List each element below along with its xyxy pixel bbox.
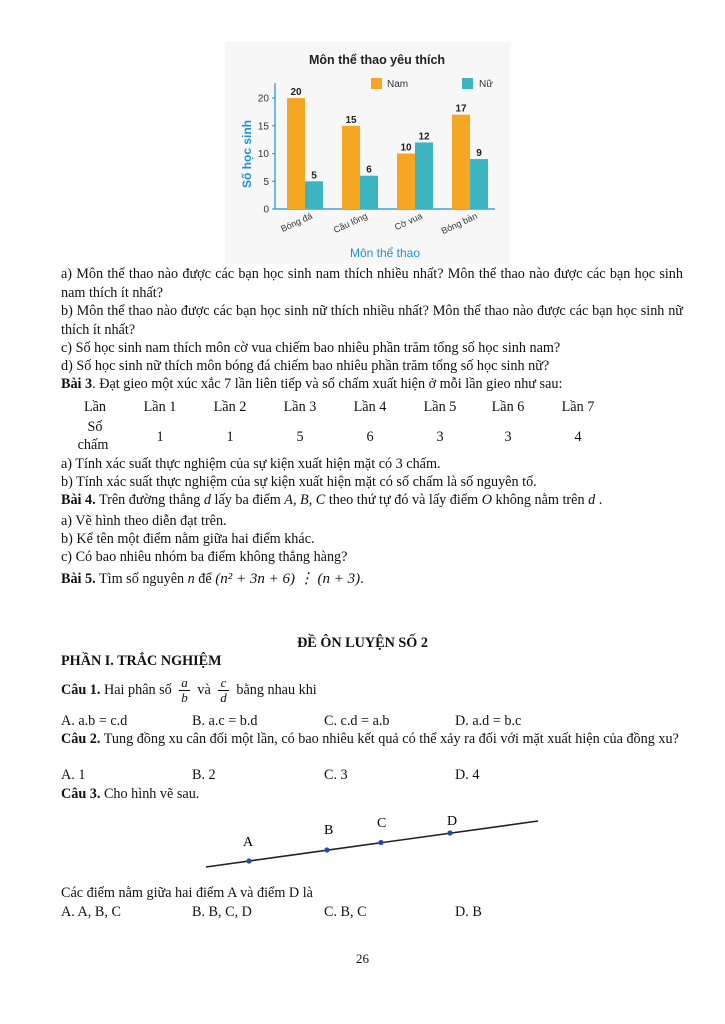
table-row1-cell: Lần 3 <box>283 399 317 415</box>
part-heading: PHẦN I. TRẮC NGHIỆM <box>61 653 222 669</box>
table-row2-cell: 3 <box>436 429 444 445</box>
legend-label-nu: Nữ <box>479 79 493 90</box>
point-c-label: C <box>377 816 387 831</box>
q2-part-b: b) Môn thể thao nào được các bạn học sinh nữ thích nhiều nhất? Môn thể thao nào được các bạn học sinh nữ thích ít nhất? <box>61 303 683 338</box>
bai4-part-c: c) Có bao nhiêu nhóm ba điểm không thẳng hàng? <box>61 549 348 565</box>
bar-value-label: 12 <box>418 131 430 143</box>
bar-nu <box>470 159 488 209</box>
y-tick-label: 15 <box>257 121 269 133</box>
table-row1-cell: Lần 4 <box>353 399 387 415</box>
table-row1-cell: Lần 2 <box>213 399 247 415</box>
table-row2-cell: 1 <box>226 429 234 445</box>
bar-value-label: 5 <box>311 170 317 182</box>
y-tick-label: 20 <box>257 93 269 105</box>
fraction-a-b: $\frac{a}{b}$ <box>181 675 188 706</box>
cau2-option-d: D. 4 <box>455 767 480 783</box>
bai4-statement: Bài 4. Trên đường thẳng d lấy ba điểm A, B, C theo thứ tự đó và lấy điểm O không nằm trên d . <box>61 492 603 508</box>
cau3-label: Câu 3. <box>61 786 101 802</box>
x-tick-label: Cờ vua <box>392 210 424 233</box>
cau1-option-d: D. a.d = b.c <box>455 713 522 729</box>
cau2-option-b: B. 2 <box>192 767 216 783</box>
cau3-option-d: D. B <box>455 904 482 920</box>
chart-title: Môn thể thao yêu thích <box>308 53 446 67</box>
table-row1-cell: Lần 6 <box>491 399 525 415</box>
point-d-label: D <box>447 814 458 829</box>
bar-nam <box>397 154 415 209</box>
table-row2-cell: 3 <box>504 429 512 445</box>
point-d-dot <box>447 830 452 835</box>
cau1-statement: Câu 1. Hai phân số $\frac{a}{b}$ và $\frac{c}{d}$ bằng nhau khi <box>61 675 317 706</box>
table-row2-cell: 1 <box>156 429 164 445</box>
bar-nu <box>360 176 378 209</box>
y-tick-label: 5 <box>263 176 269 188</box>
bai5-expression: (n² + 3n + 6) ⋮ (n + 3) <box>215 571 361 587</box>
cau1-label: Câu 1. <box>61 682 101 698</box>
cau3-option-c: C. B, C <box>324 904 367 920</box>
cau3-question: Các điểm nằm giữa hai điểm A và điểm D là <box>61 885 313 901</box>
x-tick-label: Bóng đá <box>279 210 314 234</box>
y-axis-label: Số học sinh <box>240 119 254 189</box>
table-row2-cell: 5 <box>296 429 304 445</box>
bai4-label: Bài 4. <box>61 492 96 508</box>
table-row2-cell: 4 <box>574 429 582 445</box>
y-tick-label: 10 <box>257 149 269 161</box>
bar-nam <box>452 115 470 209</box>
exam-title: ĐỀ ÔN LUYỆN SỐ 2 <box>297 635 428 651</box>
q2-part-d: d) Số học sinh nữ thích môn bóng đá chiếm bao nhiêu phần trăm tổng số học sinh nữ? <box>61 358 550 374</box>
table-row2-cell: 6 <box>366 429 374 445</box>
point-b-dot <box>324 847 329 852</box>
table-row1-cell: Lần 1 <box>143 399 177 415</box>
bar-nam <box>342 126 360 209</box>
table-row2-header-1: Số <box>87 419 103 435</box>
cau2-option-a: A. 1 <box>61 767 86 783</box>
bai4-part-b: b) Kể tên một điểm nằm giữa hai điểm khác. <box>61 531 315 547</box>
bar-value-label: 15 <box>345 114 357 126</box>
point-c-dot <box>378 840 383 845</box>
y-tick-label: 0 <box>263 204 269 216</box>
point-b-label: B <box>324 823 334 838</box>
bai3-label: Bài 3 <box>61 376 93 392</box>
bar-value-label: 9 <box>476 148 482 160</box>
cau3-statement: Câu 3. Cho hình vẽ sau. <box>61 786 200 802</box>
bar-nu <box>305 181 323 209</box>
bai5-statement: Bài 5. Tìm số nguyên n để (n² + 3n + 6) ⋮ (n + 3). <box>61 571 364 587</box>
bar-chart <box>225 42 510 264</box>
x-tick-label: Bóng bàn <box>439 210 479 237</box>
page-number: 26 <box>356 951 369 966</box>
x-tick-label: Cầu lông <box>331 210 369 236</box>
bai5-label: Bài 5. <box>61 571 96 587</box>
cau1-option-c: C. c.d = a.b <box>324 713 390 729</box>
cau1-option-a: A. a.b = c.d <box>61 713 128 729</box>
cau3-option-b: B. B, C, D <box>192 904 252 920</box>
x-axis-label: Môn thể thao <box>349 246 421 260</box>
bai4-part-a: a) Vẽ hình theo diễn đạt trên. <box>61 513 227 529</box>
straight-line <box>206 821 538 867</box>
cau2-label: Câu 2. <box>61 731 101 747</box>
line-figure <box>200 810 545 872</box>
table-row1-cell: Lần 5 <box>423 399 457 415</box>
point-a-dot <box>246 858 251 863</box>
bar-nu <box>415 142 433 209</box>
cau2-statement: Câu 2. Tung đồng xu cân đối một lần, có bao nhiêu kết quả có thể xảy ra đối với mặt xuất hiện của đồng xu? <box>61 731 679 747</box>
cau1-option-b: B. a.c = b.d <box>192 713 258 729</box>
fraction-c-d: $\frac{c}{d}$ <box>220 675 227 706</box>
bar-value-label: 20 <box>290 87 302 99</box>
table-row1-header: Lần <box>83 399 107 415</box>
bai3-part-a: a) Tính xác suất thực nghiệm của sự kiện xuất hiện mặt có 3 chấm. <box>61 456 441 472</box>
q2-part-c: c) Số học sinh nam thích môn cờ vua chiếm bao nhiêu phần trăm tổng số học sinh nam? <box>61 340 561 356</box>
bar-value-label: 6 <box>366 164 372 176</box>
cau3-option-a: A. A, B, C <box>61 904 121 920</box>
bar-nam <box>287 98 305 209</box>
bar-value-label: 17 <box>455 103 467 115</box>
q2-part-a: a) Môn thể thao nào được các bạn học sinh nam thích nhiều nhất? Môn thể thao nào được các bạn học sinh nam thích ít nhất? <box>61 266 683 301</box>
bar-value-label: 10 <box>400 142 412 154</box>
bai3-part-b: b) Tính xác suất thực nghiệm của sự kiện xuất hiện mặt có số chấm là số nguyên tố. <box>61 474 537 490</box>
table-row1-cell: Lần 7 <box>561 399 595 415</box>
legend-label-nam: Nam <box>387 79 409 90</box>
point-a-label: A <box>243 835 254 850</box>
bai3-statement: Bài 3. Đạt gieo một xúc xắc 7 lần liên tiếp và số chấm xuất hiện ở mỗi lần gieo như sau: <box>61 376 563 392</box>
table-row2-header-2: chấm <box>77 437 109 453</box>
cau2-option-c: C. 3 <box>324 767 348 783</box>
legend-swatch-nam <box>371 78 382 89</box>
legend-swatch-nu <box>462 78 473 89</box>
